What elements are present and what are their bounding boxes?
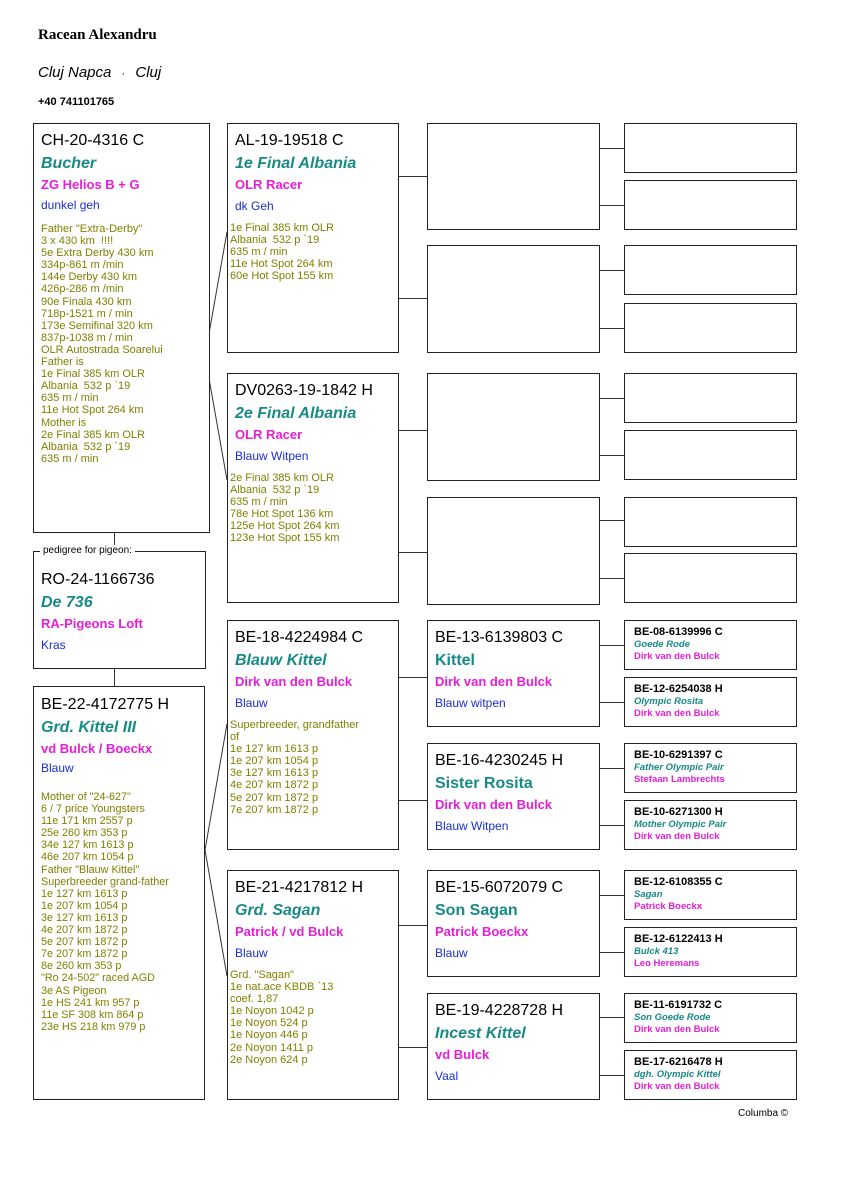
empty-gen3-1 — [427, 123, 600, 230]
ss-ring: AL-19-19518 C — [235, 132, 344, 149]
g4-ring: BE-12-6122413 H — [634, 933, 723, 945]
subject-name: De 736 — [41, 594, 93, 611]
ddd-breeder: vd Bulck — [435, 1047, 490, 1062]
dsd-color: Blauw Witpen — [435, 819, 509, 833]
g4-breeder: Dirk van den Bulck — [634, 1081, 720, 1092]
g4-card-2[interactable] — [624, 677, 797, 727]
g4-name: Mother Olympic Pair — [634, 819, 727, 830]
g4-ring: BE-12-6108355 C — [634, 876, 723, 888]
dss-ring: BE-13-6139803 C — [435, 629, 564, 646]
connector-g3-6a — [600, 768, 624, 769]
connector-dd2 — [398, 1047, 427, 1048]
connector-g3-7a — [600, 895, 624, 896]
connector-g3-2a — [600, 270, 624, 271]
dd-color: Blauw — [235, 946, 268, 960]
ss-name: 1e Final Albania — [235, 155, 357, 172]
owner-phone: +40 741101765 — [38, 96, 115, 108]
g4-name: Father Olympic Pair — [634, 762, 724, 773]
ddd-color: Vaal — [435, 1069, 459, 1083]
connector-g3-8b — [600, 1075, 624, 1076]
g4-breeder: Patrick Boeckx — [634, 901, 703, 912]
connector-sd — [398, 430, 427, 431]
dam-notes: Mother of "24-627" 6 / 7 price Youngsters 11e 171 km 2557 p 25e 260 km 353 p 34e 127 km 1613 p 46e 207 km 1054 p Father "Blauw Kittel" Superbreeder grand-father 1e 127 km 1613 p 1e 207 km 1054 p 3e 127 km 1613 p 4e 207 km 1872 p 5e 207 km 1872 p 7e 207 km 1872 p 8e 260 km 353 p "Ro 24-502" raced AGD 3e AS Pigeon 1e HS 241 km 957 p 11e SF 308 km 864 p 23e HS 218 km 979 p — [41, 791, 169, 1033]
g4-breeder: Dirk van den Bulck — [634, 831, 720, 842]
dam-dam-card[interactable] — [227, 870, 399, 1100]
ds-breeder: Dirk van den Bulck — [235, 674, 353, 689]
g4-ring: BE-10-6271300 H — [634, 806, 723, 818]
dam-sire-sire-card[interactable] — [427, 620, 600, 727]
g4-breeder: Leo Heremans — [634, 958, 700, 969]
connector-dam-parents — [205, 720, 229, 980]
connector-ss2 — [398, 298, 427, 299]
subject-ring: RO-24-1166736 — [41, 571, 155, 588]
empty-gen4-2 — [624, 180, 797, 230]
dam-card[interactable] — [33, 686, 205, 1100]
dss-name: Kittel — [435, 652, 475, 669]
connector-g3-1b — [600, 205, 624, 206]
g4-card-5[interactable] — [624, 870, 797, 920]
g4-name: Son Goede Rode — [634, 1012, 711, 1023]
dsd-name: Sister Rosita — [435, 775, 533, 792]
g4-card-3[interactable] — [624, 743, 797, 793]
g4-ring: BE-10-6291397 C — [634, 749, 723, 761]
sd-notes: 2e Final 385 km OLR Albania 532 p `19 635 m / min 78e Hot Spot 136 km 125e Hot Spot 264 km 123e Hot Spot 155 km — [230, 472, 340, 545]
sd-color: Blauw Witpen — [235, 449, 309, 463]
empty-gen3-2 — [427, 245, 600, 353]
subject-breeder: RA-Pigeons Loft — [41, 616, 143, 631]
connector-g3-7b — [600, 952, 624, 953]
sire-sire-card[interactable] — [227, 123, 399, 353]
city: Cluj Napca — [38, 64, 112, 81]
connector-ss — [398, 176, 427, 177]
ddd-ring: BE-19-4228728 H — [435, 1002, 564, 1019]
empty-gen4-7 — [624, 497, 797, 547]
g4-ring: BE-11-6191732 C — [634, 999, 723, 1011]
connector-subject-dam — [114, 668, 115, 686]
dds-ring: BE-15-6072079 C — [435, 879, 564, 896]
separator: · — [121, 68, 126, 80]
g4-card-7[interactable] — [624, 993, 797, 1043]
sire-dam-card[interactable] — [227, 373, 399, 603]
sire-card[interactable] — [33, 123, 210, 533]
connector-g3-4b — [600, 578, 624, 579]
sd-breeder: OLR Racer — [235, 427, 303, 442]
g4-name: Bulck 413 — [634, 946, 679, 957]
sd-ring: DV0263-19-1842 H — [235, 382, 373, 399]
empty-gen4-1 — [624, 123, 797, 173]
g4-card-1[interactable] — [624, 620, 797, 670]
g4-ring: BE-12-6254038 H — [634, 683, 723, 695]
sd-name: 2e Final Albania — [235, 405, 357, 422]
connector-g3-6b — [600, 825, 624, 826]
connector-g3-8a — [600, 1017, 624, 1018]
connector-g3-5b — [600, 702, 624, 703]
g4-breeder: Stefaan Lambrechts — [634, 774, 725, 785]
dsd-breeder: Dirk van den Bulck — [435, 797, 553, 812]
dd-name: Grd. Sagan — [235, 902, 321, 919]
empty-gen4-5 — [624, 373, 797, 423]
dam-breeder: vd Bulck / Boeckx — [41, 741, 153, 756]
dss-breeder: Dirk van den Bulck — [435, 674, 553, 689]
g4-name: dgh. Olympic Kittel — [634, 1069, 721, 1080]
dam-name: Grd. Kittel III — [41, 719, 137, 736]
dam-sire-dam-card[interactable] — [427, 743, 600, 850]
g4-ring: BE-08-6139996 C — [634, 626, 723, 638]
g4-name: Sagan — [634, 889, 663, 900]
dam-dam-sire-card[interactable] — [427, 870, 600, 977]
dds-name: Son Sagan — [435, 902, 518, 919]
empty-gen4-6 — [624, 430, 797, 480]
g4-breeder: Dirk van den Bulck — [634, 1024, 720, 1035]
dam-ring: BE-22-4172775 H — [41, 696, 170, 713]
ss-notes: 1e Final 385 km OLR Albania 532 p `19 635 m / min 11e Hot Spot 264 km 60e Hot Spot 155 km — [230, 222, 334, 283]
connector-g3-4a — [600, 520, 624, 521]
dds-color: Blauw — [435, 946, 468, 960]
ss-color: dk Geh — [235, 199, 274, 213]
connector-g3-5a — [600, 645, 624, 646]
ds-notes: Superbreeder, grandfather of 1e 127 km 1613 p 1e 207 km 1054 p 3e 127 km 1613 p 4e 207 km 1872 p 5e 207 km 1872 p 7e 207 km 1872 p — [230, 719, 360, 816]
sire-color: dunkel geh — [41, 198, 100, 212]
g4-ring: BE-17-6216478 H — [634, 1056, 723, 1068]
dds-breeder: Patrick Boeckx — [435, 924, 529, 939]
ds-ring: BE-18-4224984 C — [235, 629, 364, 646]
region: Cluj — [135, 64, 162, 81]
sire-name: Bucher — [41, 155, 97, 172]
ss-breeder: OLR Racer — [235, 177, 303, 192]
dam-dam-dam-card[interactable] — [427, 993, 600, 1100]
ds-name: Blauw Kittel — [235, 652, 327, 669]
dsd-ring: BE-16-4230245 H — [435, 752, 564, 769]
connector-g3-1a — [600, 148, 624, 149]
dss-color: Blauw witpen — [435, 696, 506, 710]
g4-name: Goede Rode — [634, 639, 690, 650]
connector-sd2 — [398, 552, 427, 553]
dd-notes: Grd. "Sagan" 1e nat.ace KBDB `13 coef. 1,87 1e Noyon 1042 p 1e Noyon 524 p 1e Noyon 446 p 2e Noyon 1411 p 2e Noyon 624 p — [230, 969, 334, 1066]
subject-color: Kras — [41, 638, 66, 652]
copyright: Columba © — [738, 1108, 789, 1119]
sire-ring: CH-20-4316 C — [41, 132, 145, 149]
connector-ds2 — [398, 800, 427, 801]
owner-location — [38, 64, 161, 81]
connector-dd — [398, 925, 427, 926]
sire-notes: Father "Extra-Derby" 3 x 430 km !!!! 5e Extra Derby 430 km 334p-861 m /min 144e Derby 430 km 426p-286 m /min 90e Finala 430 km 718p-1521 m / min 173e Semifinal 320 km 837p-1038 m / min OLR Autostrada Soarelui Father is 1e Final 385 km OLR Albania 532 p `19 635 m / min 11e Hot Spot 264 km Mother is 2e Final 385 km OLR Albania 532 p `19 635 m / min — [41, 223, 163, 465]
g4-card-6[interactable] — [624, 927, 797, 977]
g4-name: Olympic Rosita — [634, 696, 704, 707]
connector-ds — [398, 677, 427, 678]
sire-breeder: ZG Helios B + G — [41, 177, 140, 192]
dd-breeder: Patrick / vd Bulck — [235, 924, 344, 939]
empty-gen4-8 — [624, 553, 797, 603]
g4-card-8[interactable] — [624, 1050, 797, 1100]
empty-gen4-4 — [624, 303, 797, 353]
connector-g3-3b — [600, 455, 624, 456]
ds-color: Blauw — [235, 696, 268, 710]
empty-gen4-3 — [624, 245, 797, 295]
owner-name: Racean Alexandru — [38, 27, 157, 43]
g4-breeder: Dirk van den Bulck — [634, 651, 720, 662]
connector-g3-2b — [600, 328, 624, 329]
connector-g3-3a — [600, 398, 624, 399]
dam-sire-card[interactable] — [227, 620, 399, 850]
subject-legend: pedigree for pigeon: — [40, 545, 135, 556]
dd-ring: BE-21-4217812 H — [235, 879, 364, 896]
empty-gen3-3 — [427, 373, 600, 481]
g4-card-4[interactable] — [624, 800, 797, 850]
dam-color: Blauw — [41, 761, 74, 775]
g4-breeder: Dirk van den Bulck — [634, 708, 720, 719]
subject-card[interactable] — [33, 551, 206, 669]
empty-gen3-4 — [427, 497, 600, 605]
ddd-name: Incest Kittel — [435, 1025, 526, 1042]
